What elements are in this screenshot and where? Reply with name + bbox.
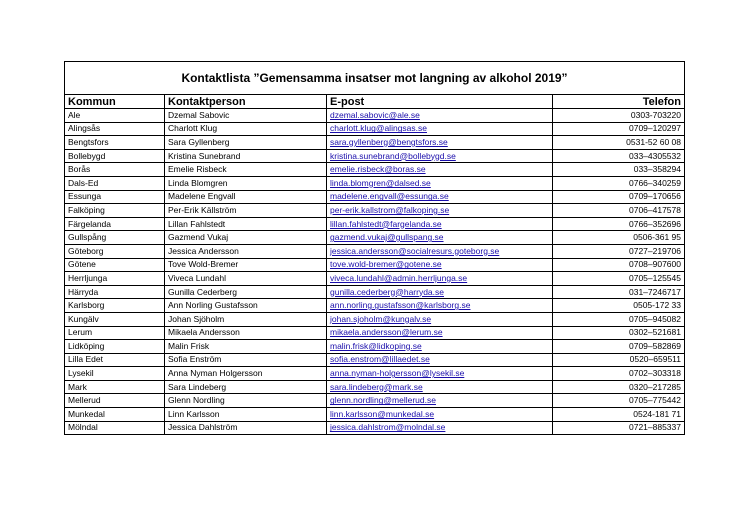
epost-cell (327, 149, 553, 163)
telefon-cell: 0766–352696 (553, 217, 685, 231)
table-row (65, 258, 685, 272)
email-link[interactable]: viveca.lundahl@admin.herrljunga.se (330, 272, 468, 283)
kommun-cell: Bollebygd (65, 149, 165, 163)
column-header-kommun: Kommun (65, 95, 165, 109)
kommun-cell: Bengtsfors (65, 136, 165, 150)
kommun-cell: Borås (65, 163, 165, 177)
table-row (65, 326, 685, 340)
telefon-cell: 031–7246717 (553, 285, 685, 299)
telefon-cell: 0766–340259 (553, 176, 685, 190)
table-row (65, 380, 685, 394)
epost-cell (327, 285, 553, 299)
kontaktperson-cell: Jessica Andersson (165, 244, 327, 258)
telefon-cell: 0524-181 71 (553, 408, 685, 422)
telefon-cell: 0727–219706 (553, 244, 685, 258)
kontaktperson-cell: Dzemal Sabovic (165, 109, 327, 123)
telefon-cell: 0505-172 33 (553, 299, 685, 313)
email-link[interactable]: linn.karlsson@munkedal.se (330, 408, 435, 419)
epost-cell (327, 421, 553, 435)
telefon-cell: 0302–521681 (553, 326, 685, 340)
email-link[interactable]: linda.blomgren@dalsed.se (330, 177, 431, 188)
contact-list-sheet (64, 61, 684, 435)
kommun-cell: Alingsås (65, 122, 165, 136)
column-header-telefon: Telefon (553, 95, 685, 109)
epost-cell (327, 394, 553, 408)
table-row (65, 394, 685, 408)
email-link[interactable]: anna.nyman-holgersson@lysekil.se (330, 368, 465, 379)
contact-table (64, 61, 685, 435)
kontaktperson-cell: Anna Nyman Holgersson (165, 367, 327, 381)
email-link[interactable]: glenn.nordling@mellerud.se (330, 395, 436, 406)
kontaktperson-cell: Gazmend Vukaj (165, 231, 327, 245)
epost-cell (327, 408, 553, 422)
column-header-epost: E-post (327, 95, 553, 109)
email-link[interactable]: charlott.klug@alingsas.se (330, 123, 427, 134)
email-link[interactable]: mikaela.andersson@lerum.se (330, 327, 443, 338)
table-row (65, 353, 685, 367)
epost-cell (327, 244, 553, 258)
email-link[interactable]: sofia.enstrom@lillaedet.se (330, 354, 430, 365)
kommun-cell: Kungälv (65, 312, 165, 326)
kontaktperson-cell: Glenn Nordling (165, 394, 327, 408)
table-row (65, 176, 685, 190)
epost-cell (327, 190, 553, 204)
kontaktperson-cell: Johan Sjöholm (165, 312, 327, 326)
kommun-cell: Härryda (65, 285, 165, 299)
table-row (65, 136, 685, 150)
table-row (65, 367, 685, 381)
telefon-cell: 0709–120297 (553, 122, 685, 136)
kommun-cell: Falköping (65, 204, 165, 218)
kommun-cell: Götene (65, 258, 165, 272)
epost-cell (327, 272, 553, 286)
kommun-cell: Gullspång (65, 231, 165, 245)
table-row (65, 340, 685, 354)
epost-cell (327, 176, 553, 190)
table-row (65, 163, 685, 177)
email-link[interactable]: malin.frisk@lidkoping.se (330, 340, 422, 351)
telefon-cell: 0706–417578 (553, 204, 685, 218)
telefon-cell: 0708–907600 (553, 258, 685, 272)
telefon-cell: 0721–885337 (553, 421, 685, 435)
email-link[interactable]: gunilla.cederberg@harryda.se (330, 286, 444, 297)
kontaktperson-cell: Sara Lindeberg (165, 380, 327, 394)
table-row (65, 408, 685, 422)
kontaktperson-cell: Tove Wold-Bremer (165, 258, 327, 272)
kontaktperson-cell: Linda Blomgren (165, 176, 327, 190)
email-link[interactable]: dzemal.sabovic@ale.se (330, 109, 420, 120)
table-row (65, 272, 685, 286)
telefon-cell: 033–4305532 (553, 149, 685, 163)
epost-cell (327, 122, 553, 136)
epost-cell (327, 353, 553, 367)
kontaktperson-cell: Ann Norling Gustafsson (165, 299, 327, 313)
epost-cell (327, 204, 553, 218)
kommun-cell: Herrljunga (65, 272, 165, 286)
email-link[interactable]: lillan.fahlstedt@fargelanda.se (330, 218, 442, 229)
kommun-cell: Munkedal (65, 408, 165, 422)
kommun-cell: Färgelanda (65, 217, 165, 231)
document-title: Kontaktlista ”Gemensamma insatser mot langning av alkohol 2019” (65, 62, 685, 95)
kommun-cell: Mölndal (65, 421, 165, 435)
telefon-cell: 0705–775442 (553, 394, 685, 408)
kontaktperson-cell: Malin Frisk (165, 340, 327, 354)
kontaktperson-cell: Gunilla Cederberg (165, 285, 327, 299)
epost-cell (327, 217, 553, 231)
epost-cell (327, 312, 553, 326)
table-row (65, 299, 685, 313)
kommun-cell: Dals-Ed (65, 176, 165, 190)
kontaktperson-cell: Linn Karlsson (165, 408, 327, 422)
email-link[interactable]: gazmend.vukaj@gullspang.se (330, 232, 444, 243)
kommun-cell: Essunga (65, 190, 165, 204)
kommun-cell: Lidköping (65, 340, 165, 354)
title-row (65, 62, 685, 95)
table-row (65, 190, 685, 204)
email-link[interactable]: tove.wold-bremer@gotene.se (330, 259, 442, 270)
telefon-cell: 0520–659511 (553, 353, 685, 367)
column-header-kontaktperson: Kontaktperson (165, 95, 327, 109)
telefon-cell: 0506-361 95 (553, 231, 685, 245)
kommun-cell: Lerum (65, 326, 165, 340)
epost-cell (327, 299, 553, 313)
kommun-cell: Ale (65, 109, 165, 123)
email-link[interactable]: emelie.risbeck@boras.se (330, 164, 426, 175)
email-link[interactable]: madelene.engvall@essunga.se (330, 191, 449, 202)
telefon-cell: 0702–303318 (553, 367, 685, 381)
epost-cell (327, 340, 553, 354)
kontaktperson-cell: Kristina Sunebrand (165, 149, 327, 163)
kommun-cell: Lysekil (65, 367, 165, 381)
telefon-cell: 033–358294 (553, 163, 685, 177)
epost-cell (327, 136, 553, 150)
kontaktperson-cell: Sofia Enström (165, 353, 327, 367)
kommun-cell: Mark (65, 380, 165, 394)
epost-cell (327, 163, 553, 177)
table-row (65, 231, 685, 245)
email-link[interactable]: sara.gyllenberg@bengtsfors.se (330, 136, 448, 147)
telefon-cell: 0320–217285 (553, 380, 685, 394)
kommun-cell: Karlsborg (65, 299, 165, 313)
kontaktperson-cell: Per-Erik Källström (165, 204, 327, 218)
kontaktperson-cell: Charlott Klug (165, 122, 327, 136)
telefon-cell: 0709–582869 (553, 340, 685, 354)
kontaktperson-cell: Madelene Engvall (165, 190, 327, 204)
table-row (65, 312, 685, 326)
table-row (65, 204, 685, 218)
epost-cell (327, 258, 553, 272)
epost-cell (327, 380, 553, 394)
email-link[interactable]: johan.sjoholm@kungalv.se (330, 313, 432, 324)
kontaktperson-cell: Emelie Risbeck (165, 163, 327, 177)
kommun-cell: Göteborg (65, 244, 165, 258)
kontaktperson-cell: Viveca Lundahl (165, 272, 327, 286)
email-link[interactable]: sara.lindeberg@mark.se (330, 381, 423, 392)
email-link[interactable]: ann.norling.gustafsson@karlsborg.se (330, 300, 471, 311)
email-link[interactable]: jessica.andersson@socialresurs.goteborg.se (330, 245, 500, 256)
telefon-cell: 0303-703220 (553, 109, 685, 123)
table-row (65, 421, 685, 435)
kommun-cell: Mellerud (65, 394, 165, 408)
kommun-cell: Lilla Edet (65, 353, 165, 367)
email-link[interactable]: kristina.sunebrand@bollebygd.se (330, 150, 456, 161)
table-body (65, 109, 685, 435)
telefon-cell: 0531-52 60 08 (553, 136, 685, 150)
table-row (65, 285, 685, 299)
kontaktperson-cell: Mikaela Andersson (165, 326, 327, 340)
telefon-cell: 0709–170656 (553, 190, 685, 204)
kontaktperson-cell: Lillan Fahlstedt (165, 217, 327, 231)
telefon-cell: 0705–945082 (553, 312, 685, 326)
telefon-cell: 0705–125545 (553, 272, 685, 286)
epost-cell (327, 326, 553, 340)
epost-cell (327, 109, 553, 123)
header-row (65, 95, 685, 109)
table-row (65, 149, 685, 163)
kontaktperson-cell: Sara Gyllenberg (165, 136, 327, 150)
email-link[interactable]: per-erik.kallstrom@falkoping.se (330, 204, 450, 215)
epost-cell (327, 231, 553, 245)
table-row (65, 217, 685, 231)
table-row (65, 109, 685, 123)
table-row (65, 244, 685, 258)
kontaktperson-cell: Jessica Dahlström (165, 421, 327, 435)
epost-cell (327, 367, 553, 381)
email-link[interactable]: jessica.dahlstrom@molndal.se (330, 422, 446, 433)
table-row (65, 122, 685, 136)
